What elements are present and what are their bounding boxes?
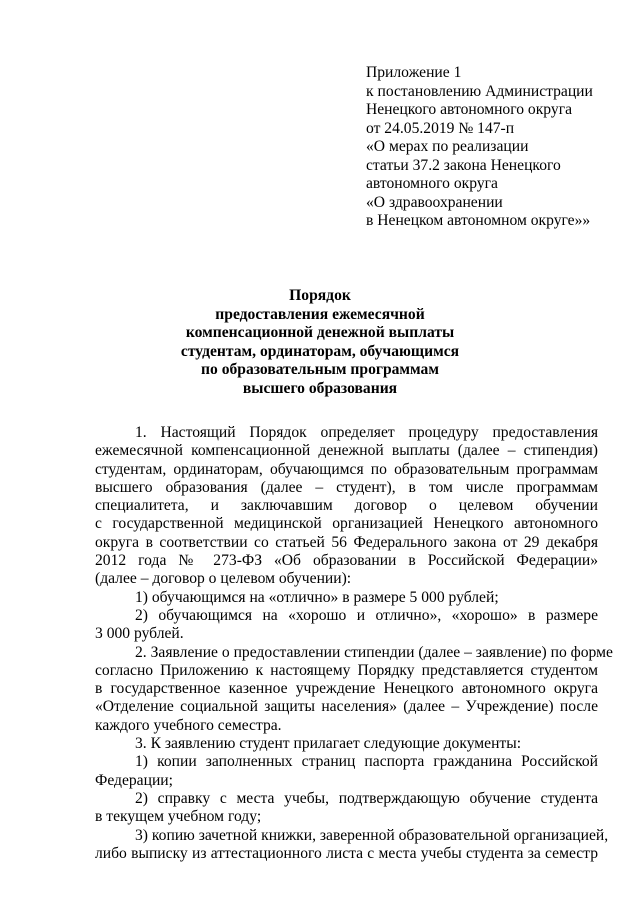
body-line: 2) обучающимся на «хорошо и отлично», «хорошо» в размере — [135, 606, 598, 624]
body-line: либо выписку из аттестационного листа с места учебы студента за семестр — [95, 844, 598, 862]
appendix-line: автономного округа — [366, 175, 498, 192]
body-line: студентам, ординаторам, обучающимся по образовательным программам — [95, 460, 598, 478]
appendix-line: в Ненецком автономном округе»» — [366, 212, 591, 229]
title-line: студентам, ординаторам, обучающимся — [180, 342, 460, 360]
body-line: округа в соответствии со статьей 56 Федерального закона от 29 декабря — [95, 533, 598, 551]
appendix-line: «О мерах по реализации — [366, 138, 529, 155]
title-line: Порядок — [289, 287, 351, 304]
title-line: предоставления ежемесячной — [215, 305, 425, 323]
body-line: каждого учебного семестра. — [95, 716, 282, 734]
appendix-line: к постановлению Администрации — [366, 82, 593, 100]
title-line: по образовательным программам — [201, 361, 439, 378]
body-line: 3 000 рублей. — [95, 625, 184, 643]
body-line: «Отделение социальной защиты населения» (далее – Учреждение) после — [95, 698, 598, 716]
appendix-line: статьи 37.2 закона Ненецкого — [366, 156, 561, 174]
appendix-line: от 24.05.2019 № 147-п — [366, 119, 515, 137]
body-line: 3. К заявлению студент прилагает следующие документы: — [135, 735, 522, 753]
body-line: ежемесячной компенсационной денежной выплаты (далее – стипендия) — [95, 442, 598, 460]
title-line: высшего образования — [242, 379, 398, 397]
body-line: специалитета, и заключавшим договор о целевом обучении — [95, 497, 598, 515]
body-line: с государственной медицинской организацией Ненецкого автономного — [95, 515, 598, 533]
body-line: в государственное казенное учреждение Ненецкого автономного округа — [95, 680, 598, 698]
appendix-line: «О здравоохранении — [366, 193, 503, 211]
appendix-header — [366, 64, 616, 231]
body-line: 3) копию зачетной книжки, заверенной образовательной организацией, — [135, 826, 609, 844]
appendix-line: Ненецкого автономного округа — [366, 101, 573, 118]
body-line: 2. Заявление о предоставлении стипендии (далее – заявление) по форме — [135, 643, 613, 661]
title-line: компенсационной денежной выплаты — [185, 324, 455, 341]
body-line: Федерации; — [95, 771, 173, 789]
body-line: высшего образования (далее – студент), в том числе программам — [95, 478, 598, 496]
body-line: 1. Настоящий Порядок определяет процедуру предоставления — [135, 424, 598, 441]
body-line: 2012 года № 273-ФЗ «Об образовании в Российской Федерации» — [95, 552, 598, 570]
document-title — [100, 287, 540, 398]
body-line: 1) копии заполненных страниц паспорта гражданина Российской — [135, 753, 598, 771]
document-body — [95, 424, 613, 863]
body-line: (далее – договор о целевом обучении): — [95, 570, 352, 588]
body-line: 1) обучающимся на «отлично» в размере 5 000 рублей; — [135, 588, 499, 606]
body-line: 2) справку с места учебы, подтверждающую обучение студента — [135, 789, 598, 807]
body-line: в текущем учебном году; — [95, 808, 262, 826]
appendix-line: Приложение 1 — [366, 64, 462, 81]
body-line: согласно Приложению к настоящему Порядку представляется студентом — [95, 661, 598, 679]
